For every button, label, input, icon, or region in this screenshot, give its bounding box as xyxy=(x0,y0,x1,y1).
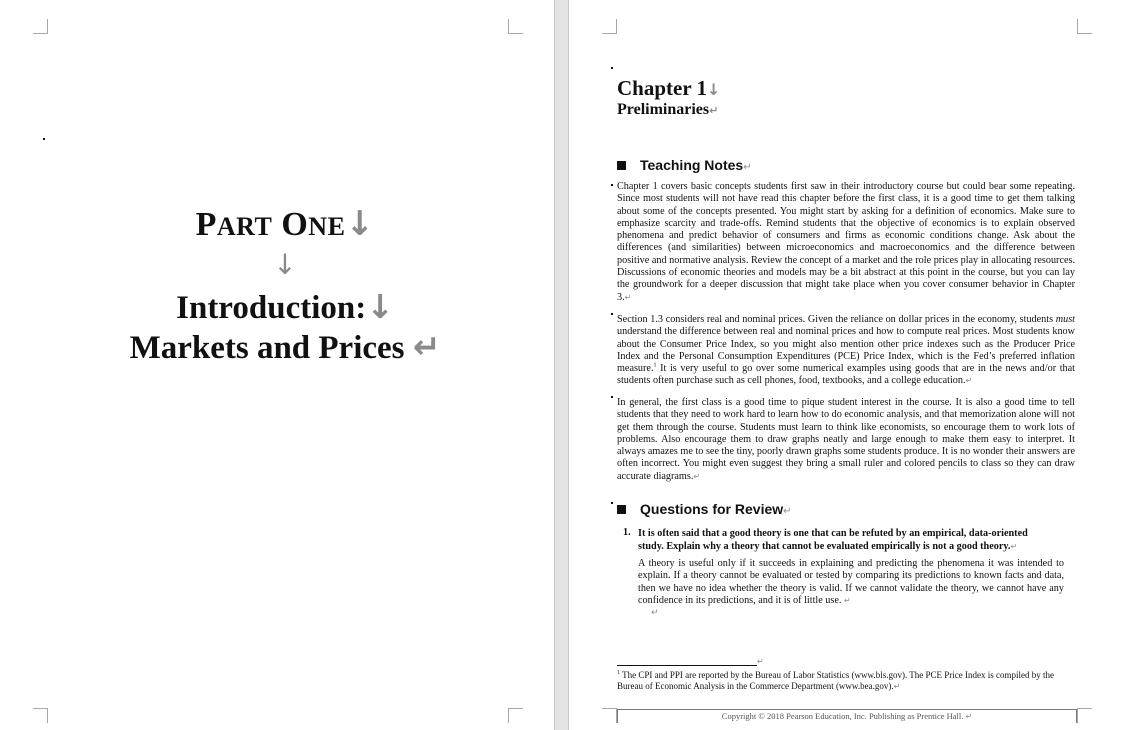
footnote: $^1$ The CPI and PPI are reported by the Bureau of Labor Statistics (www.bls.gov). The PCE Price Index is compiled by the Bureau of Economic Analysis in the Commerce Department (www.bea.gov).↵ xyxy=(617,670,1054,691)
bullet-square-icon xyxy=(617,505,626,514)
paragraph-dot xyxy=(611,396,613,398)
paragraph-mark: ↵ xyxy=(412,327,441,366)
intro-title-line1: Introduction:↓ xyxy=(176,287,394,326)
paragraph-dot xyxy=(43,138,45,140)
paragraph-mark: ↵ xyxy=(965,376,973,386)
paragraph-mark: ↵ xyxy=(965,712,973,721)
paragraph-mark: ↵ xyxy=(743,162,752,173)
chapter-title: Preliminaries↵ xyxy=(617,101,719,118)
paragraph-dot xyxy=(611,184,613,186)
teaching-paragraph-3: In general, the first class is a good time to pique student interest in the course. It is also a good time to tell students that they need to work hard to learn how to do economic analysis, and that memorization alone will not get them through the course. Students must learn to think like economists, so encourage them to work lots of problems. Also encourage them to draw graphs neatly and large enough to make them easy to interpret. It always amazes me to see the tiny, poorly drawn graphs some students produce. It is no wonder their answers are often incorrect. You might even suggest they bring a small ruler and colored pencils to class so they can draw accurate diagrams.↵ xyxy=(617,397,1075,482)
paragraph-mark: ↵ xyxy=(843,596,851,606)
part-title: PART ONE↓ xyxy=(195,204,375,244)
crop-mark xyxy=(33,708,48,723)
paragraph-mark: ↵ xyxy=(624,292,632,302)
paragraph-mark: ↵ xyxy=(709,104,719,117)
paragraph-dot xyxy=(611,313,613,315)
footnote-separator xyxy=(617,665,757,666)
bullet-square-icon xyxy=(617,161,626,170)
section-heading-teaching: Teaching Notes↵ xyxy=(617,157,752,173)
teaching-paragraph-2: Section 1.3 considers real and nominal prices. Given the reliance on dollar prices in the economy, students must understand the difference between real and nominal prices and how to compute real prices. Most students know about the Consumer Price Index, so you might also mention other price indexes such as the Producer Price Index and the Personal Consumption Expenditures (PCE) Price Index, which is the Fed’s preferred inflation measure.$^1$ It is very useful to go over some numerical examples using goods that are in the news and/or that students often purchase such as cell phones, food, textbooks, and a college education.↵ xyxy=(617,314,1075,387)
paragraph-mark: ↵ xyxy=(693,471,701,481)
paragraph-mark: ↵ xyxy=(757,657,764,666)
footnote-reference[interactable]: 1 xyxy=(653,362,657,369)
teaching-paragraph-1: Chapter 1 covers basic concepts students first saw in their introductory course but could bear some repeating. Since most students will not have read this chapter before the first class, it is a good time to get them talking about some of the concepts presented. You might start by asking for a definition of economics. Make sure to emphasize scarcity and trade-offs. Remind students that the objective of economics is to explain observed phenomena and predict behavior of consumers and firms as economic conditions change. Ask about the differences (and similarities) between microeconomics and macroeconomics and the difference between positive and normative analysis. Review the concept of a market and the role prices play in allocating resources. Discussions of economic theories and models may be a bit abstract at this point in the course, but you can lay the groundwork for a deeper discussion that might take place when you cover consumer behavior in Chapter 3.↵ xyxy=(617,181,1075,303)
footer-rule xyxy=(617,709,1077,710)
crop-mark xyxy=(602,708,617,723)
right-page xyxy=(569,0,1134,730)
paragraph-mark: ↵ xyxy=(1010,542,1018,551)
line-break-mark: ↓ xyxy=(345,204,375,244)
intro-title-line2: Markets and Prices ↵ xyxy=(129,327,441,366)
line-break-mark: ↓ xyxy=(366,287,394,326)
paragraph-mark: ↵ xyxy=(893,682,901,691)
question-text: It is often said that a good theory is one that can be refuted by an empirical, data-oriented study. Explain why a theory that cannot be evaluated empirically is not a good theory.↵ xyxy=(638,528,1028,552)
line-break-mark: ↓ xyxy=(273,248,297,281)
answer-text: A theory is useful only if it succeeds in explaining and predicting the phenomena it was intended to explain. If a theory cannot be evaluated or tested by comparing its predictions to known facts and data, then we have no idea whether the theory is valid. If we cannot validate the theory, we cannot have any confidence in its predictions, and it is of little use. ↵ xyxy=(638,558,1064,607)
crop-mark xyxy=(508,19,523,34)
paragraph-dot xyxy=(611,502,613,504)
chapter-number: Chapter 1↓ xyxy=(617,76,721,100)
crop-mark xyxy=(1077,708,1092,723)
left-page xyxy=(0,0,554,730)
copyright-footer: Copyright © 2018 Pearson Education, Inc. Publishing as Prentice Hall. ↵ xyxy=(721,711,973,721)
section-heading-questions: Questions for Review↵ xyxy=(617,501,792,517)
paragraph-mark: ↵ xyxy=(783,506,792,517)
crop-mark xyxy=(508,708,523,723)
crop-mark xyxy=(33,19,48,34)
crop-mark xyxy=(602,19,617,34)
crop-mark xyxy=(1077,19,1092,34)
question-number: 1. xyxy=(623,527,631,538)
line-break-mark: ↓ xyxy=(707,80,721,99)
paragraph-dot xyxy=(611,67,613,69)
paragraph-mark: ↵ xyxy=(651,608,659,618)
page-gutter xyxy=(554,0,569,730)
